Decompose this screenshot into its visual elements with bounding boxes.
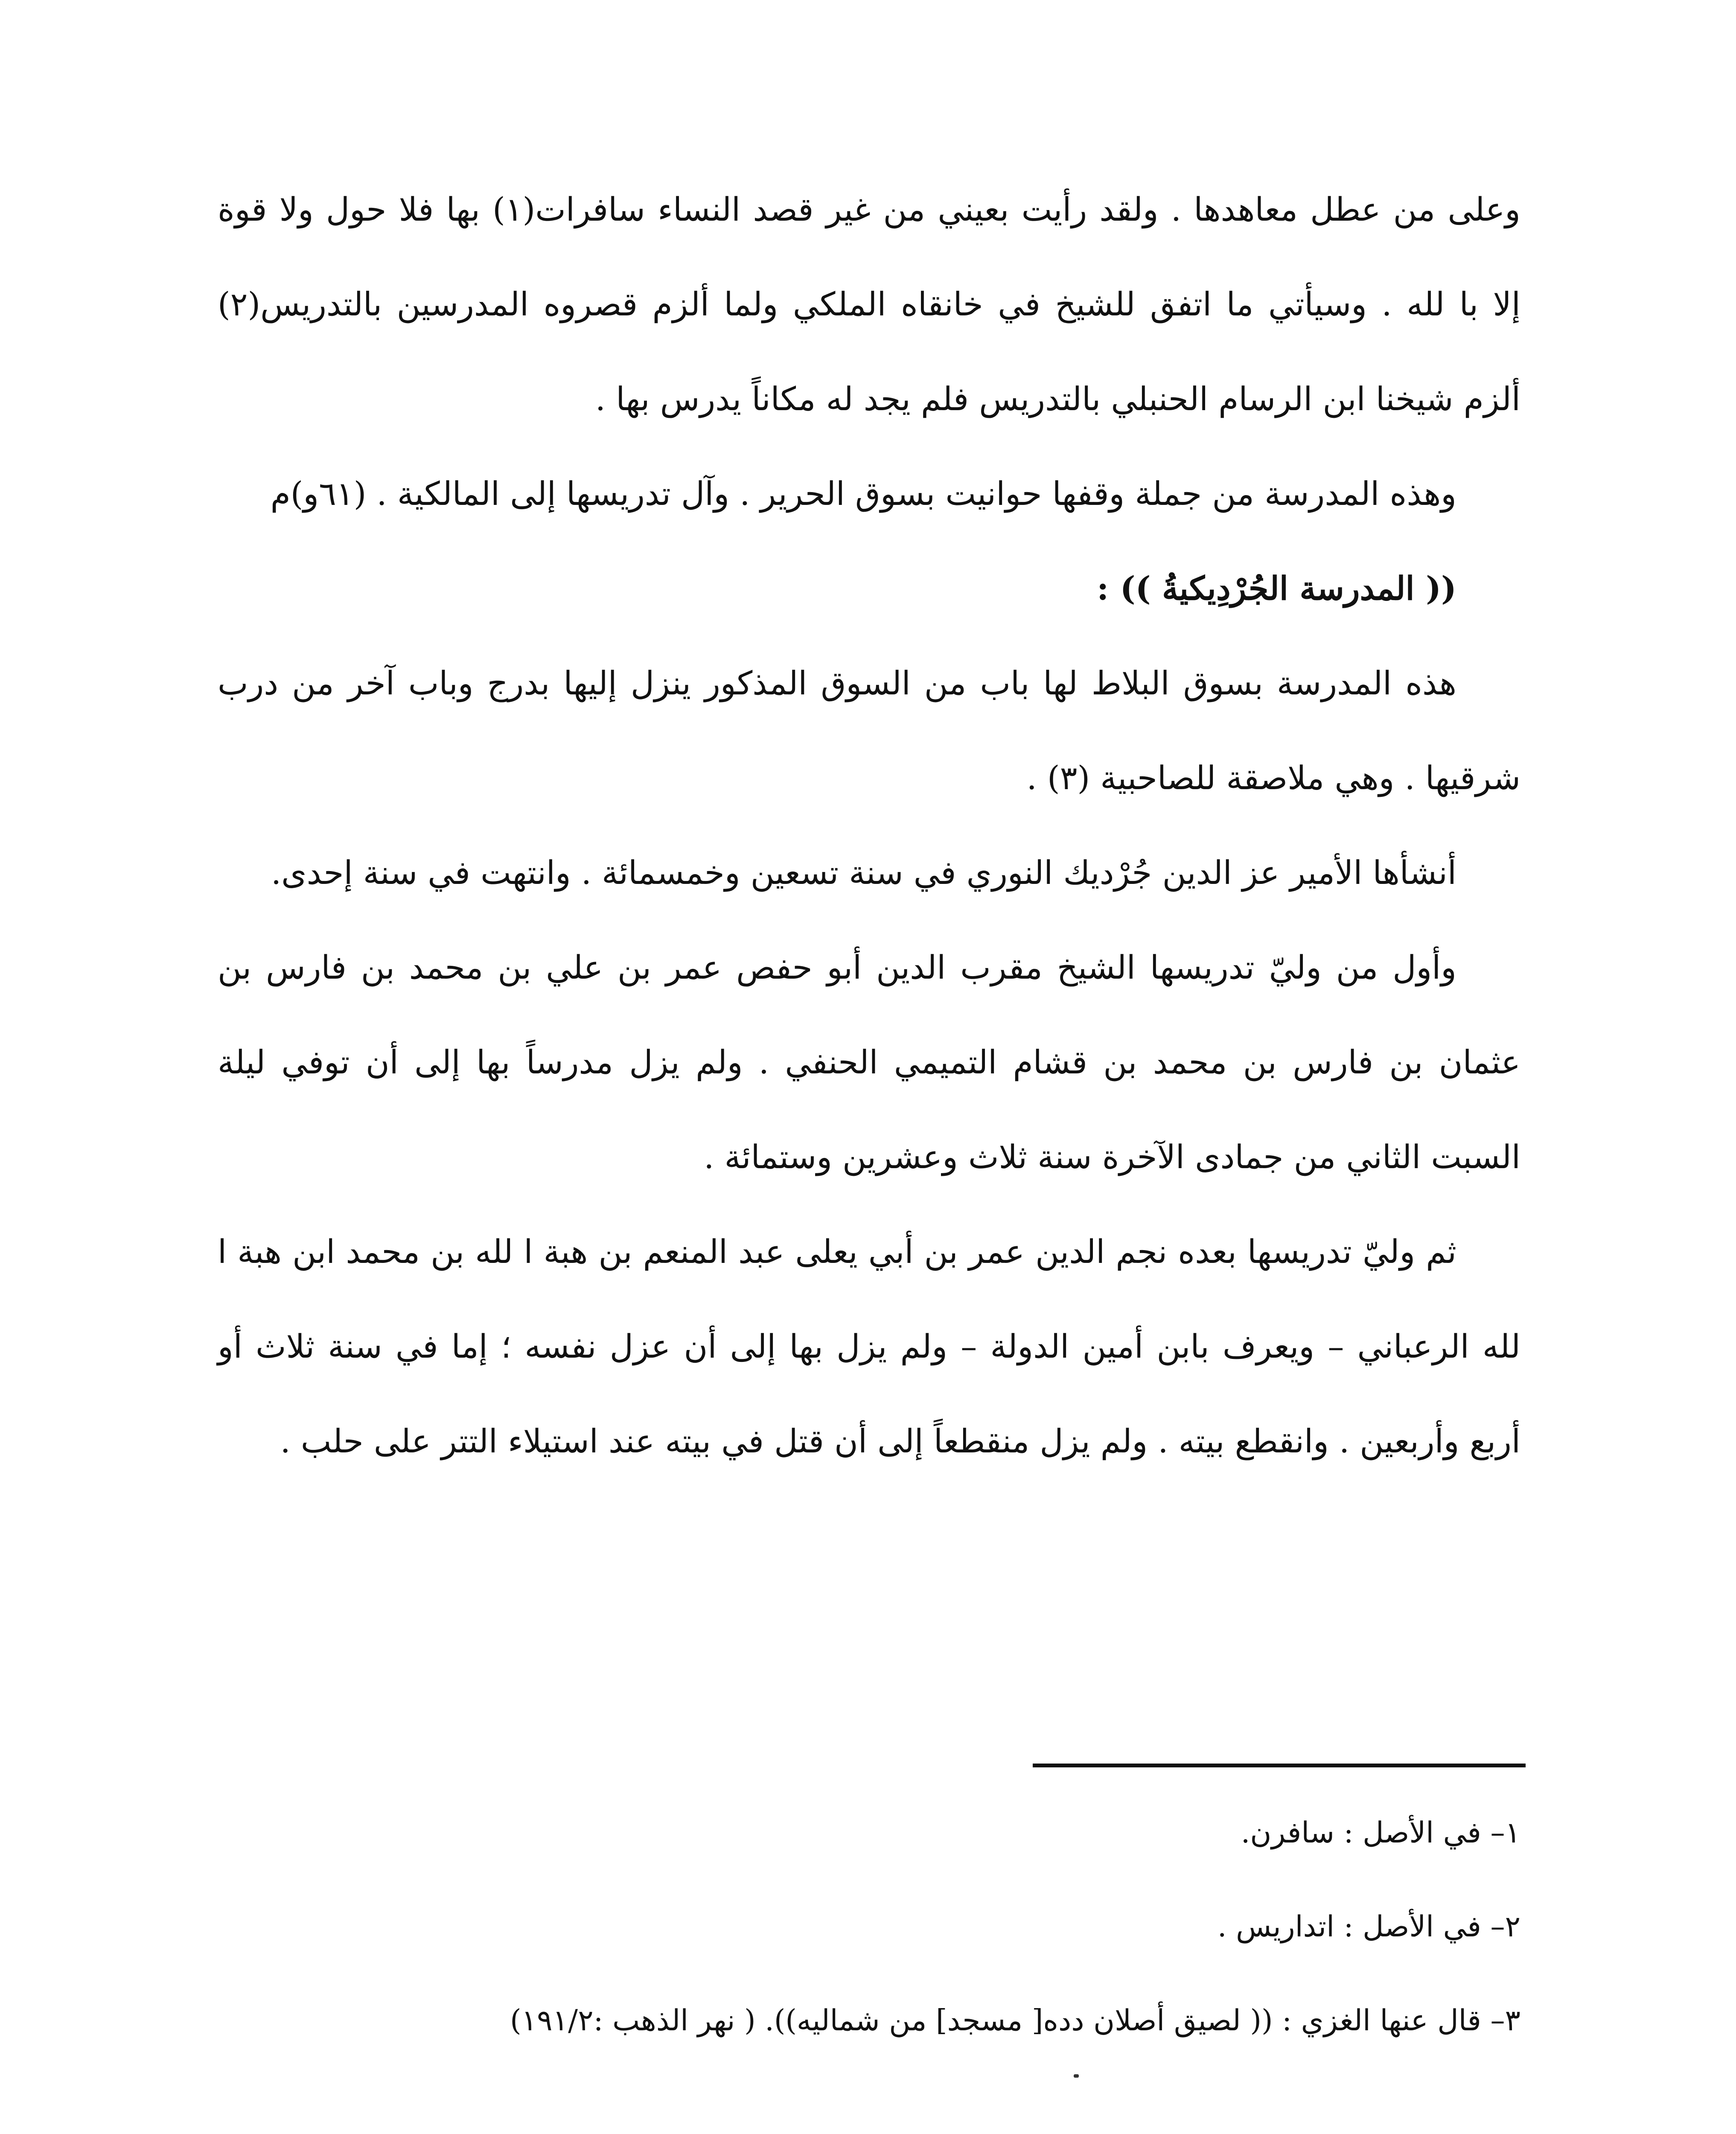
footnote-2: ٢– في الأصل : اتداريس . [1217,1910,1520,1944]
paragraph-1: وعلى من عطل معاهدها . ولقد رأيت بعيني من غير قصد النساء سافرات(١) بها فلا حول ولا قوة إلا با لله . وسيأتي ما اتفق للشيخ في خانقاه الملكي ولما ألزم قصروه المدرسين بالتدريس(٢) ألزم شيخنا ابن الرسام الحنبلي بالتدريس فلم يجد له مكاناً يدرس بها . [218,190,1520,418]
paragraph-5: وأول من وليّ تدريسها الشيخ مقرب الدين أبو حفص عمر بن علي بن محمد بن فارس بن عثمان بن فارس بن محمد بن قشام التميمي الحنفي . ولم يزل مدرساً بها إلى أن توفي ليلة السبت الثاني من جمادى الآخرة سنة ثلاث وعشرين وستمائة . [218,948,1520,1176]
footnote-1: ١– في الأصل : سافرن. [1241,1816,1520,1850]
paragraph-6: ثم وليّ تدريسها بعده نجم الدين عمر بن أبي يعلى عبد المنعم بن هبة ا لله بن محمد ابن هبة ا لله الرعباني – ويعرف بابن أمين الدولة – ولم يزل بها إلى أن عزل نفسه ؛ إما في سنة ثلاث أو أربع وأربعين . وانقطع بيته . ولم يزل منقطعاً إلى أن قتل في بيته عند استيلاء التتر على حلب . [218,1233,1520,1460]
footnote-divider [1033,1764,1526,1767]
section-heading: (( المدرسة الجُرْدِيكيةُ )) : [1097,569,1456,607]
paragraph-2: وهذه المدرسة من جملة وقفها حوانيت بسوق الحرير . وآل تدريسها إلى المالكية . (٦١و)م [270,475,1456,513]
scan-speck [1074,2074,1079,2078]
main-text [218,162,1520,1489]
footnotes [218,1786,1520,2068]
paragraph-3: هذه المدرسة بسوق البلاط لها باب من السوق المذكور ينزل إليها بدرج وباب آخر من درب شرقيها . وهي ملاصقة للصاحبية (٣) . [218,664,1520,797]
footnote-3: ٣– قال عنها الغزي : (( لصيق أصلان دده[ مسجد] من شماليه)). ( نهر الذهب :١٩١/٢) [510,2004,1520,2038]
paragraph-4: أنشأها الأمير عز الدين جُرْديك النوري في سنة تسعين وخمسمائة . وانتهت في سنة إحدى. [271,854,1456,892]
